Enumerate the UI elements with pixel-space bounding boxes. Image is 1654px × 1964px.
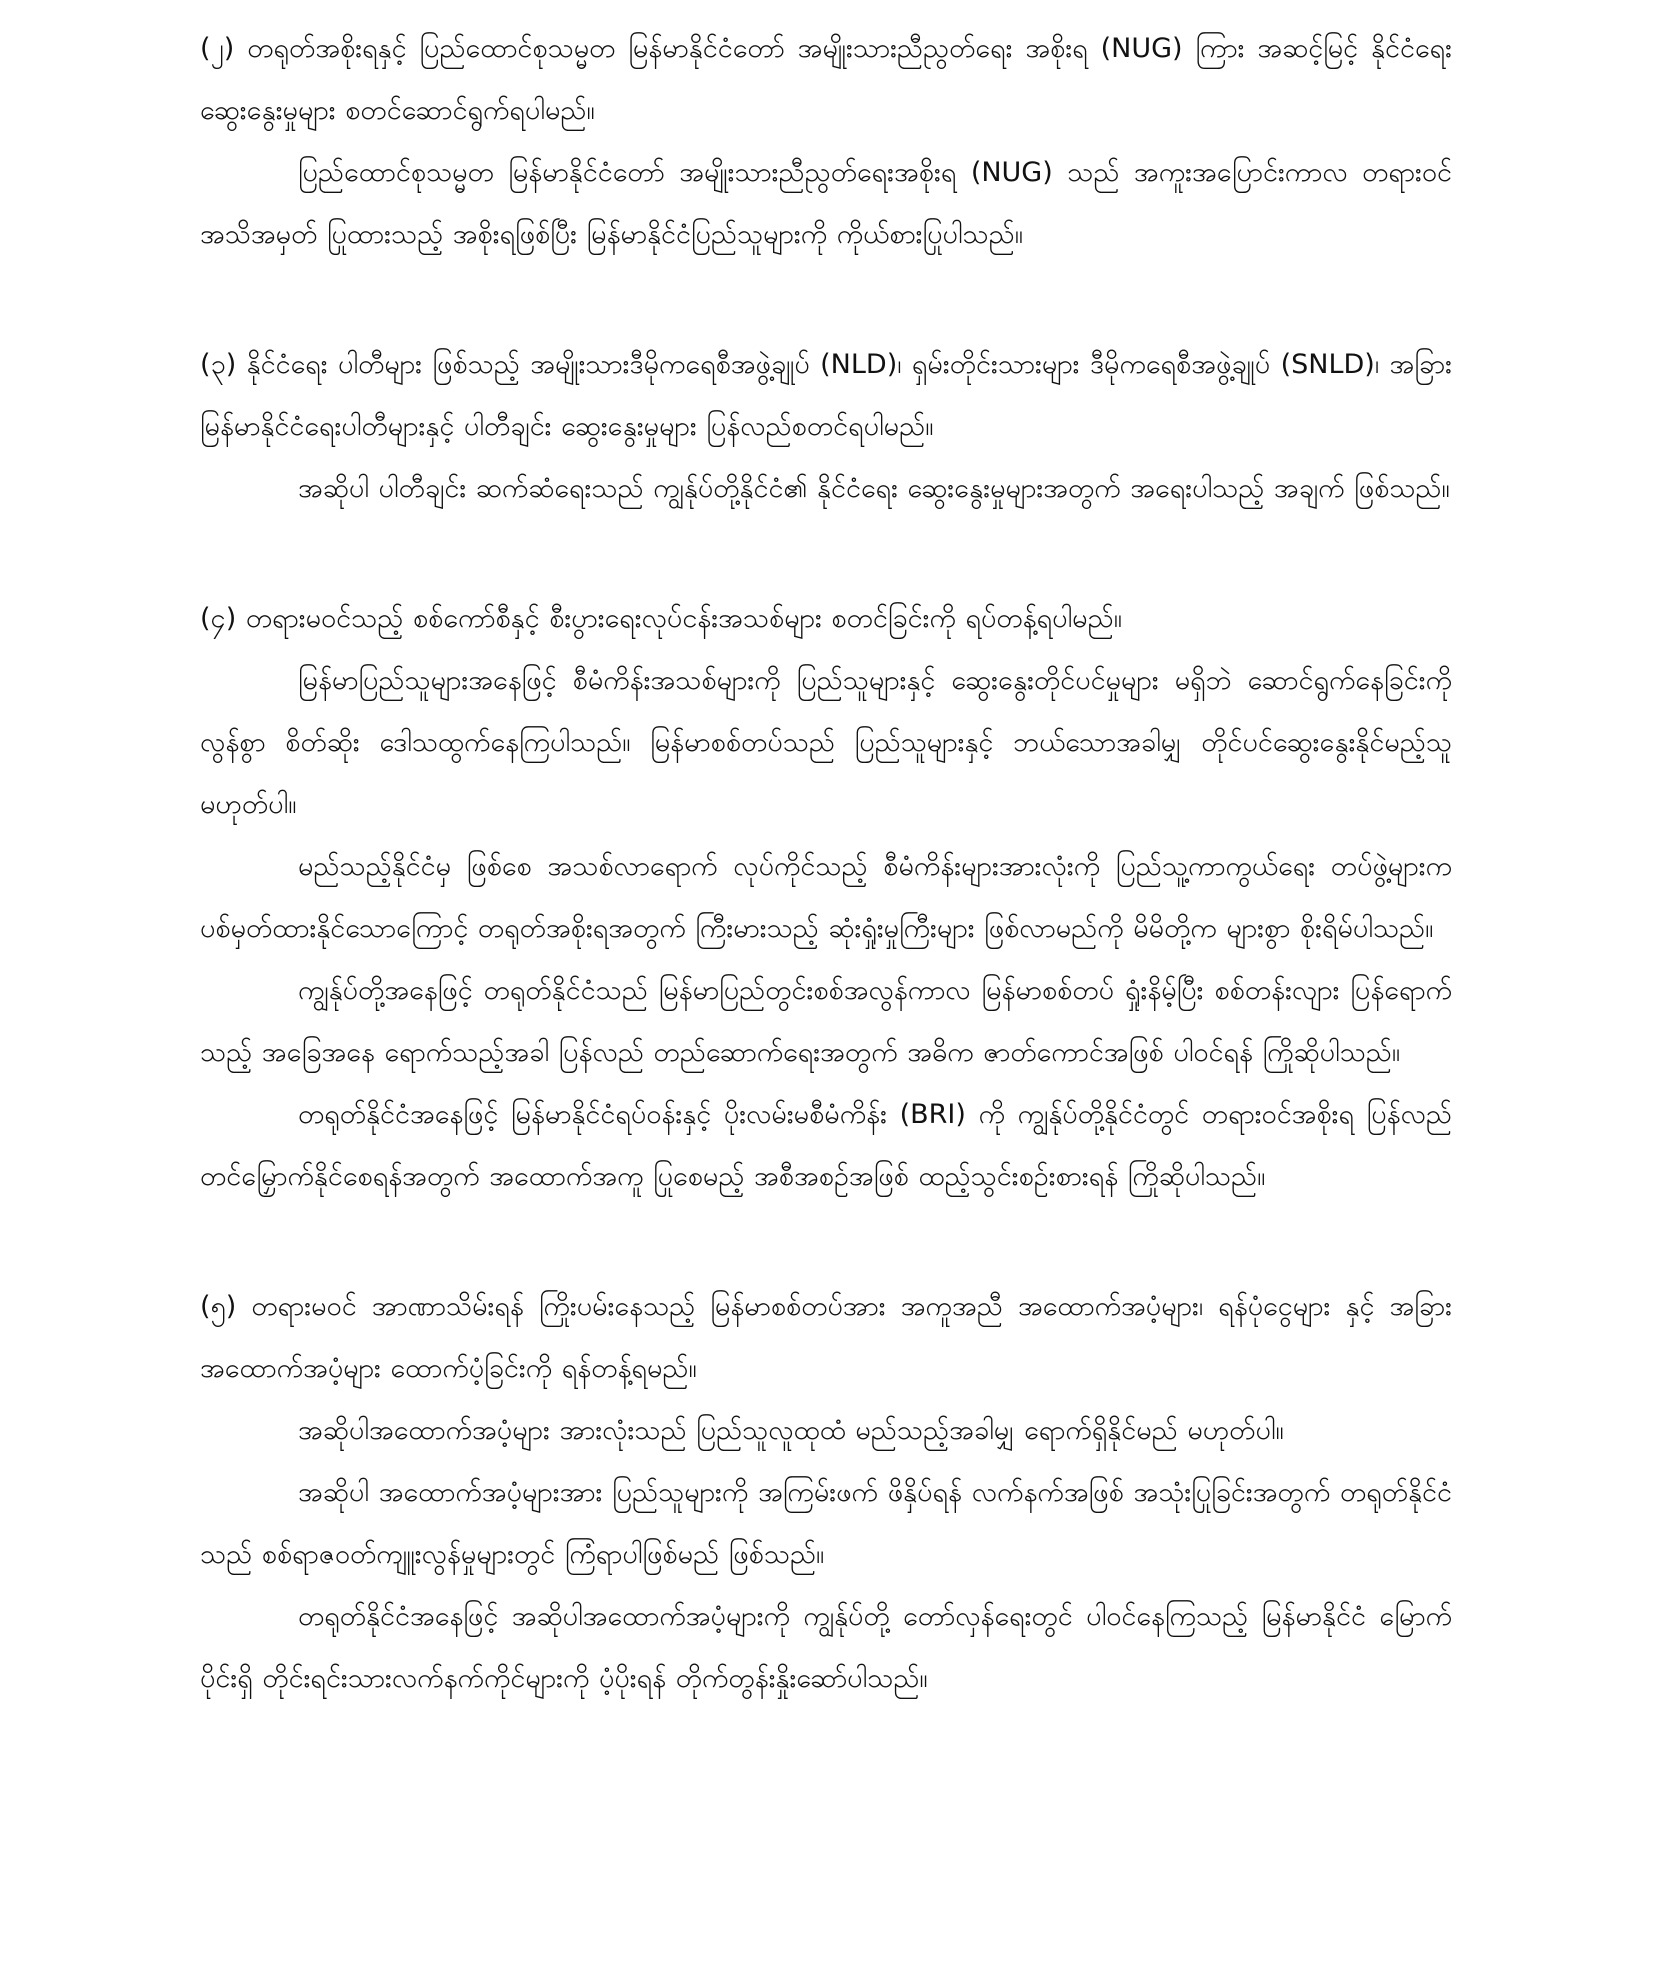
- section-5: [200, 1276, 1452, 1710]
- paragraph: ကျွန်ုပ်တို့အနေဖြင့် တရုတ်နိုင်ငံသည် မြန်မာပြည်တွင်းစစ်အလွန်ကာလ မြန်မာစစ်တပ် ရှုံးနိမ့်ပြီး စစ်တန်းလျား ပြန်ရောက်သည့် အခြေအနေ ရောက်သည့်အခါ ပြန်လည် တည်ဆောက်ရေးအတွက် အဓိက ဇာတ်ကောင်အဖြစ် ပါဝင်ရန် ကြိုဆိုပါသည်။: [200, 975, 1452, 1068]
- section-4: [200, 588, 1452, 1208]
- section-3: [200, 334, 1452, 520]
- paragraph: အဆိုပါအထောက်အပံ့များ အားလုံးသည် ပြည်သူလူထုထံ မည်သည့်အခါမျှ ရောက်ရှိနိုင်မည် မဟုတ်ပါ။: [298, 1415, 1284, 1446]
- section-heading: (၂) တရုတ်အစိုးရနှင့် ပြည်ထောင်စုသမ္မတ မြန်မာနိုင်ငံတော် အမျိုးသားညီညွတ်ရေး အစိုးရ (NUG) ကြား အဆင့်မြင့် နိုင်ငံရေး ဆွေးနွေးမှုများ စတင်ဆောင်ရွက်ရပါမည်။: [200, 33, 1452, 126]
- paragraph: ပြည်ထောင်စုသမ္မတ မြန်မာနိုင်ငံတော် အမျိုးသားညီညွတ်ရေးအစိုးရ (NUG) သည် အကူးအပြောင်းကာလ တရားဝင် အသိအမှတ် ပြုထားသည့် အစိုးရဖြစ်ပြီး မြန်မာနိုင်ငံပြည်သူများကို ကိုယ်စားပြုပါသည်။: [200, 157, 1452, 250]
- section-heading: (၄) တရားမဝင်သည့် စစ်ကော်စီနှင့် စီးပွားရေးလုပ်ငန်းအသစ်များ စတင်ခြင်းကို ရပ်တန့်ရပါမည်။: [200, 603, 1122, 634]
- paragraph: မြန်မာပြည်သူများအနေဖြင့် စီမံကိန်းအသစ်များကို ပြည်သူများနှင့် ဆွေးနွေးတိုင်ပင်မှုများ မရှိဘဲ ဆောင်ရွက်နေခြင်းကို လွန်စွာ စိတ်ဆိုး ဒေါသထွက်နေကြပါသည်။ မြန်မာစစ်တပ်သည် ပြည်သူများနှင့် ဘယ်သောအခါမျှ တိုင်ပင်ဆွေးနွေးနိုင်မည့်သူ မဟုတ်ပါ။: [200, 665, 1452, 820]
- section-heading: (၅) တရားမဝင် အာဏာသိမ်းရန် ကြိုးပမ်းနေသည့် မြန်မာစစ်တပ်အား အကူအညီ အထောက်အပံ့များ၊ ရန်ပုံငွေများ နှင့် အခြားအထောက်အပံ့များ ထောက်ပံ့ခြင်းကို ရန်တန့်ရမည်။: [200, 1291, 1452, 1384]
- section-heading: (၃) နိုင်ငံရေး ပါတီများ ဖြစ်သည့် အမျိုးသားဒီမိုကရေစီအဖွဲ့ချုပ် (NLD)၊ ရှမ်းတိုင်းသားများ ဒီမိုကရေစီအဖွဲ့ချုပ် (SNLD)၊ အခြားမြန်မာနိုင်ငံရေးပါတီများနှင့် ပါတီချင်း ဆွေးနွေးမှုများ ပြန်လည်စတင်ရပါမည်။: [200, 349, 1452, 442]
- paragraph: အဆိုပါ အထောက်အပံ့များအား ပြည်သူများကို အကြမ်းဖက် ဖိနှိပ်ရန် လက်နက်အဖြစ် အသုံးပြုခြင်းအတွက် တရုတ်နိုင်ငံသည် စစ်ရာဇဝတ်ကျူးလွန်မှုများတွင် ကြံရာပါဖြစ်မည် ဖြစ်သည်။: [200, 1477, 1452, 1570]
- paragraph: တရုတ်နိုင်ငံအနေဖြင့် အဆိုပါအထောက်အပံ့များကို ကျွန်ုပ်တို့ တော်လှန်ရေးတွင် ပါဝင်နေကြသည့် မြန်မာနိုင်ငံ မြောက်ပိုင်းရှိ တိုင်းရင်းသားလက်နက်ကိုင်များကို ပံ့ပိုးရန် တိုက်တွန်းနှိုးဆော်ပါသည်။: [200, 1601, 1452, 1694]
- document-page: [200, 18, 1452, 1710]
- section-2: [200, 18, 1452, 266]
- paragraph: အဆိုပါ ပါတီချင်း ဆက်ဆံရေးသည် ကျွန်ုပ်တို့နိုင်ငံ၏ နိုင်ငံရေး ဆွေးနွေးမှုများအတွက် အရေးပါသည့် အချက် ဖြစ်သည်။: [298, 473, 1450, 504]
- paragraph: မည်သည့်နိုင်ငံမှ ဖြစ်စေ အသစ်လာရောက် လုပ်ကိုင်သည့် စီမံကိန်းများအားလုံးကို ပြည်သူ့ကာကွယ်ရေး တပ်ဖွဲ့များက ပစ်မှတ်ထားနိုင်သောကြောင့် တရုတ်အစိုးရအတွက် ကြီးမားသည့် ဆုံးရှုံးမှုကြီးများ ဖြစ်လာမည်ကို မိမိတို့က များစွာ စိုးရိမ်ပါသည်။: [200, 851, 1452, 944]
- paragraph: တရုတ်နိုင်ငံအနေဖြင့် မြန်မာနိုင်ငံရပ်ဝန်းနှင့် ပိုးလမ်းမစီမံကိန်း (BRI) ကို ကျွန်ုပ်တို့နိုင်ငံတွင် တရားဝင်အစိုးရ ပြန်လည်တင်မြှောက်နိုင်စေရန်အတွက် အထောက်အကူ ပြုစေမည့် အစီအစဉ်အဖြစ် ထည့်သွင်းစဉ်းစားရန် ကြိုဆိုပါသည်။: [200, 1099, 1452, 1192]
